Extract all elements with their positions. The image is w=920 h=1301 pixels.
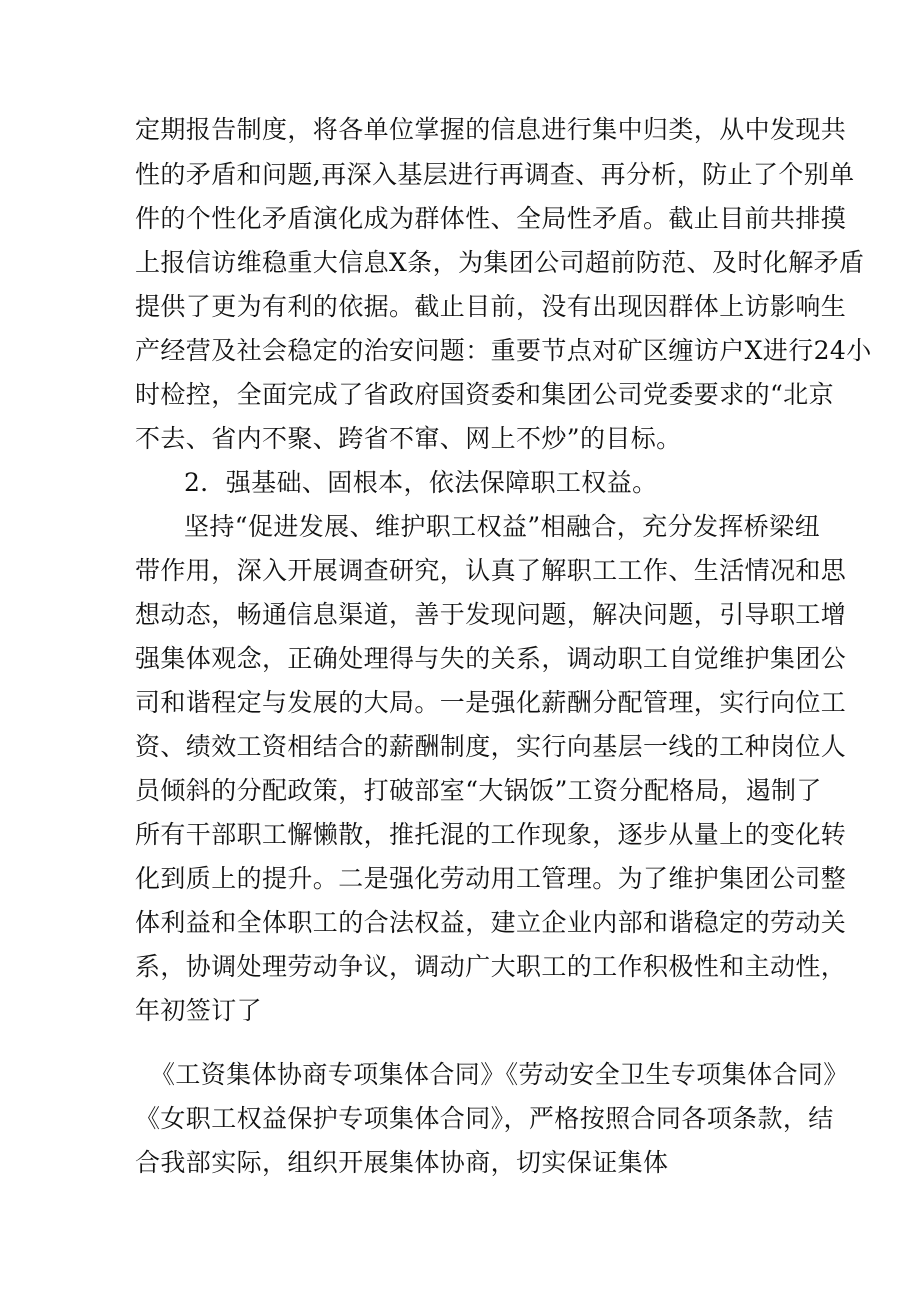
text-line-3: 件的个性化矛盾演化成为群体性、全局性矛盾。截止目前共排摸 <box>135 204 847 233</box>
text-line-21: 年初签订了 <box>135 996 263 1025</box>
text-line-1: 定期报告制度，将各单位掌握的信息进行集中归类，从中发现共 <box>135 115 847 144</box>
text-line-12: 想动态，畅通信息渠道，善于发现问题，解决问题，引导职工增 <box>135 600 847 629</box>
text-line-19: 体利益和全体职工的合法权益，建立企业内部和谐稳定的劳动关 <box>135 908 847 937</box>
text-line-24: 合我部实际，组织开展集体协商，切实保证集体 <box>135 1148 669 1177</box>
text-line-17: 所有干部职工懈懒散，推托混的工作现象，逐步从量上的变化转 <box>135 820 847 849</box>
text-line-10: 坚持“促进发展、维护职工权益”相融合，充分发挥桥梁纽 <box>184 512 820 541</box>
text-line-16: 员倾斜的分配政策，打破部室“大锅饭”工资分配格局，遏制了 <box>135 776 822 805</box>
text-line-20: 系，协调处理劳动争议，调动广大职工的工作积极性和主动性， <box>135 952 847 981</box>
text-line-11: 带作用，深入开展调查研究，认真了解职工工作、生活情况和思 <box>135 556 847 585</box>
text-line-14: 司和谐程定与发展的大局。一是强化薪酬分配管理，实行向位工 <box>135 688 847 717</box>
text-line-5: 提供了更为有利的依据。截止目前，没有出现因群体上访影响生 <box>135 292 847 321</box>
text-line-18: 化到质上的提升。二是强化劳动用工管理。为了维护集团公司整 <box>135 864 847 893</box>
text-line-23: 《女职工权益保护专项集体合同》，严格按照合同各项条款，结 <box>135 1104 834 1133</box>
text-line-6: 产经营及社会稳定的治安问题：重要节点对矿区缠访户X进行24小 <box>135 336 872 365</box>
text-line-2: 性的矛盾和问题,再深入基层进行再调查、再分析，防止了个别单 <box>135 160 855 189</box>
text-line-22: 《工资集体协商专项集体合同》《劳动安全卫生专项集体合同》 <box>150 1060 849 1089</box>
section-heading: 2．强基础、固根本，依法保障职工权益。 <box>184 468 658 497</box>
text-line-15: 资、绩效工资相结合的薪酬制度，实行向基层一线的工种岗位人 <box>135 732 847 761</box>
text-line-4: 上报信访维稳重大信息X条，为集团公司超前防范、及时化解矛盾 <box>135 248 865 277</box>
text-line-8: 不去、省内不聚、跨省不窜、网上不炒”的目标。 <box>135 424 682 453</box>
text-line-13: 强集体观念，正确处理得与失的关系，调动职工自觉维护集团公 <box>135 644 847 673</box>
text-line-7: 时检控，全面完成了省政府国资委和集团公司党委要求的“北京 <box>135 380 834 409</box>
